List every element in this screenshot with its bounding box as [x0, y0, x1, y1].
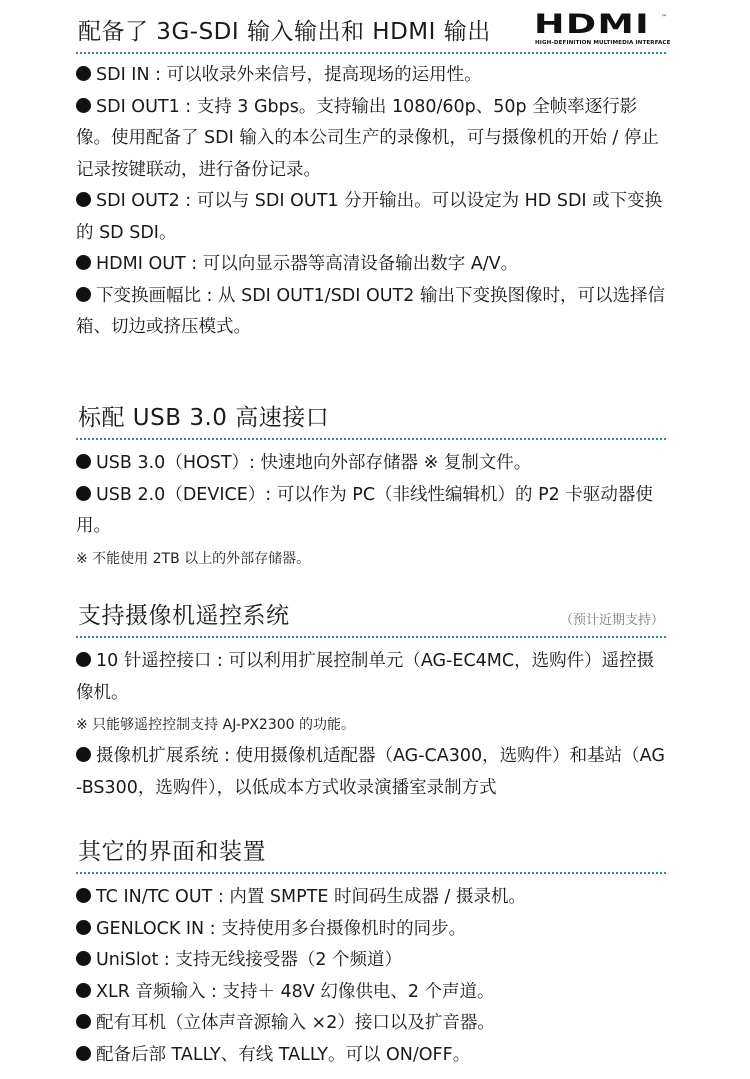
feature-item: 摄像机扩展系统 : 使用摄像机适配器（AG-CA300，选购件）和基站（AG-BS300，选购件），以低成本方式收录演播室录制方式 — [76, 746, 665, 798]
bullet-icon — [76, 486, 91, 501]
section-items — [76, 448, 666, 575]
section-header — [76, 596, 666, 638]
feature-item: USB 3.0（HOST）: 快速地向外部存储器 ※ 复制文件。 — [76, 448, 666, 480]
section-sdi-hdmi-items — [76, 60, 666, 344]
section-remote — [76, 596, 666, 804]
feature-item: TC IN/TC OUT : 内置 SMPTE 时间码生成器 / 摄录机。 — [76, 882, 666, 914]
section-title: 其它的界面和装置 — [78, 839, 266, 865]
section-title: 配备了 3G-SDI 输入输出和 HDMI 输出 — [78, 19, 491, 45]
bullet-icon — [76, 287, 91, 302]
bullet-icon — [76, 255, 91, 270]
bullet-icon — [76, 1014, 91, 1029]
section-sdi-hdmi — [76, 12, 526, 54]
feature-item: UniSlot : 支持无线接受器（2 个频道） — [76, 945, 666, 977]
bullet-icon — [76, 1046, 91, 1061]
feature-item: XLR 音频输入 : 支持＋ 48V 幻像供电、2 个声道。 — [76, 977, 666, 1009]
bullet-icon — [76, 454, 91, 469]
feature-item: SDI OUT2 : 可以与 SDI OUT1 分开输出。可以设定为 HD SDI 或下变换的 SD SDI。 — [76, 191, 663, 243]
section-usb — [76, 398, 666, 575]
footnote: ※ 不能使用 2TB 以上的外部存储器。 — [76, 550, 311, 567]
section-items — [76, 646, 666, 804]
feature-item: 10 针遥控接口 : 可以利用扩展控制单元（AG-EC4MC，选购件）遥控摄像机。 — [76, 651, 655, 703]
feature-item: GENLOCK IN : 支持使用多台摄像机时的同步。 — [76, 914, 666, 946]
section-title: 支持摄像机遥控系统 — [78, 603, 290, 629]
hdmi-logo-tagline: HIGH-DEFINITION MULTIMEDIA INTERFACE — [535, 40, 671, 46]
bullet-icon — [76, 98, 91, 113]
feature-item: SDI OUT1 : 支持 3 Gbps。支持输出 1080/60p、50p 全帧率逐行影像。使用配备了 SDI 输入的本公司生产的录像机，可与摄像机的开始 / 停止记录按键联动，进行备份记录。 — [76, 96, 659, 180]
hdmi-logo-word: HDMI — [534, 9, 651, 40]
section-badge: （预计近期支持） — [559, 613, 664, 628]
bullet-icon — [76, 951, 91, 966]
bullet-icon — [76, 920, 91, 935]
section-items — [76, 882, 666, 1071]
section-header — [76, 9, 666, 54]
bullet-icon — [76, 66, 91, 81]
section-header — [76, 832, 666, 874]
feature-item: SDI IN : 可以收录外来信号，提高现场的运用性。 — [76, 60, 666, 92]
section-interfaces — [76, 832, 666, 1071]
bullet-icon — [76, 652, 91, 667]
section-header — [76, 398, 666, 440]
hdmi-logo-tm: ™ — [661, 14, 667, 21]
feature-item: USB 2.0（DEVICE）: 可以作为 PC（非线性编辑机）的 P2 卡驱动器使用。 — [76, 484, 653, 536]
feature-item: HDMI OUT : 可以向显示器等高清设备输出数字 A/V。 — [76, 249, 666, 281]
feature-item: 配有耳机（立体声音源输入 ×2）接口以及扩音器。 — [76, 1008, 666, 1040]
bullet-icon — [76, 888, 91, 903]
bullet-icon — [76, 192, 91, 207]
bullet-icon — [76, 983, 91, 998]
feature-item: 配备后部 TALLY、有线 TALLY。可以 ON/OFF。 — [76, 1040, 666, 1072]
bullet-icon — [76, 747, 91, 762]
feature-item: 下变换画幅比 : 从 SDI OUT1/SDI OUT2 输出下变换图像时，可以选择信箱、切边或挤压模式。 — [76, 285, 665, 337]
section-title: 标配 USB 3.0 高速接口 — [78, 405, 330, 431]
footnote: ※ 只能够遥控控制支持 AJ-PX2300 的功能。 — [76, 717, 356, 733]
